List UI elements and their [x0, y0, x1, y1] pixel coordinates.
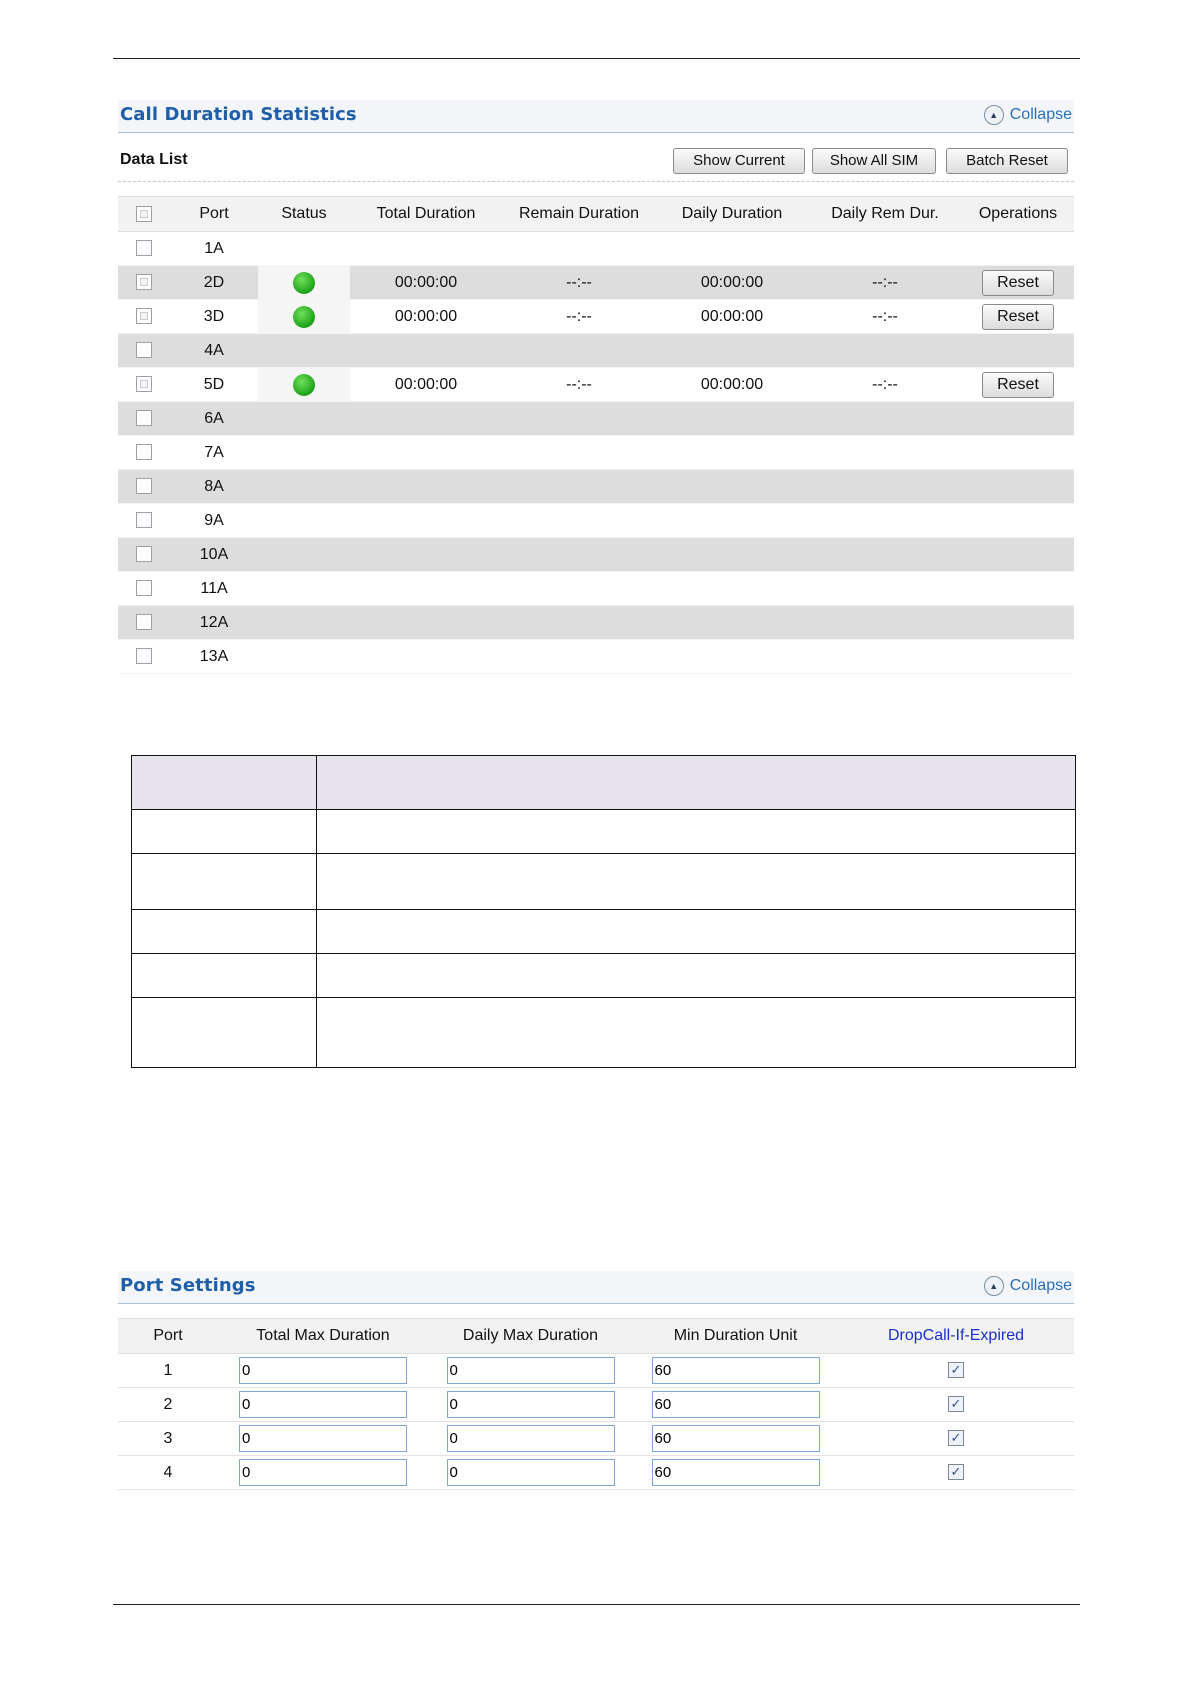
collapse-icon: ▲ — [984, 105, 1004, 125]
column-header: Operations — [962, 197, 1074, 232]
row-checkbox[interactable] — [136, 546, 152, 562]
total-duration-cell — [350, 640, 502, 674]
min-duration-unit-input[interactable] — [652, 1459, 820, 1486]
port-cell: 4 — [118, 1456, 218, 1490]
port-cell: 9A — [170, 504, 258, 538]
port-cell: 10A — [170, 538, 258, 572]
table-row — [118, 334, 1074, 368]
status-online-icon — [293, 272, 315, 294]
daily-duration-cell — [656, 402, 808, 436]
status-cell — [258, 606, 350, 640]
table-row — [118, 606, 1074, 640]
column-header: Daily Duration — [656, 197, 808, 232]
status-cell — [258, 402, 350, 436]
remain-duration-cell — [502, 572, 656, 606]
description-row — [132, 810, 1076, 854]
table-row — [118, 1456, 1074, 1490]
daily-rem-dur-cell: --:-- — [808, 300, 962, 334]
row-checkbox[interactable] — [136, 376, 152, 392]
table-row — [118, 436, 1074, 470]
port-cell: 13A — [170, 640, 258, 674]
operations-cell — [962, 300, 1074, 334]
status-online-icon — [293, 374, 315, 396]
collapse-toggle[interactable] — [984, 105, 1072, 125]
total-duration-cell — [350, 334, 502, 368]
row-checkbox[interactable] — [136, 512, 152, 528]
row-checkbox[interactable] — [136, 342, 152, 358]
total-duration-cell — [350, 402, 502, 436]
daily-rem-dur-cell — [808, 504, 962, 538]
data-list-title: Data List — [120, 151, 188, 168]
total-duration-cell — [350, 232, 502, 266]
port-cell: 3D — [170, 300, 258, 334]
batch-reset-button[interactable]: Batch Reset — [946, 148, 1068, 174]
show-all-sim-button[interactable]: Show All SIM — [812, 148, 936, 174]
port-cell: 4A — [170, 334, 258, 368]
operations-cell — [962, 572, 1074, 606]
daily-duration-cell: 00:00:00 — [656, 368, 808, 402]
table-row — [118, 232, 1074, 266]
port-cell: 12A — [170, 606, 258, 640]
remain-duration-cell — [502, 436, 656, 470]
daily-max-duration-input[interactable] — [447, 1391, 615, 1418]
daily-duration-cell — [656, 606, 808, 640]
column-header: Daily Max Duration — [428, 1319, 633, 1354]
operations-cell — [962, 470, 1074, 504]
table-row — [118, 266, 1074, 300]
bottom-rule — [113, 1604, 1080, 1605]
description-header-cell — [317, 756, 1076, 810]
remain-duration-cell: --:-- — [502, 300, 656, 334]
daily-duration-cell — [656, 504, 808, 538]
port-cell: 1 — [118, 1354, 218, 1388]
daily-rem-dur-cell — [808, 402, 962, 436]
remain-duration-cell — [502, 640, 656, 674]
row-checkbox[interactable] — [136, 240, 152, 256]
status-cell — [258, 504, 350, 538]
row-checkbox[interactable] — [136, 308, 152, 324]
table-row — [118, 1354, 1074, 1388]
collapse-icon: ▲ — [984, 1276, 1004, 1296]
daily-max-duration-input[interactable] — [447, 1459, 615, 1486]
remain-duration-cell: --:-- — [502, 266, 656, 300]
daily-rem-dur-cell — [808, 538, 962, 572]
row-checkbox[interactable] — [136, 648, 152, 664]
row-checkbox[interactable] — [136, 580, 152, 596]
operations-cell — [962, 640, 1074, 674]
daily-duration-cell: 00:00:00 — [656, 266, 808, 300]
status-cell — [258, 436, 350, 470]
port-cell: 5D — [170, 368, 258, 402]
remain-duration-cell — [502, 334, 656, 368]
status-online-icon — [293, 306, 315, 328]
total-duration-cell: 00:00:00 — [350, 300, 502, 334]
status-cell — [258, 368, 350, 402]
dropcall-header-link[interactable]: DropCall-If-Expired — [838, 1319, 1074, 1354]
operations-cell — [962, 606, 1074, 640]
daily-rem-dur-cell: --:-- — [808, 266, 962, 300]
remain-duration-cell — [502, 606, 656, 640]
daily-rem-dur-cell — [808, 640, 962, 674]
dropcall-checkbox[interactable]: ✓ — [948, 1396, 964, 1412]
table-row — [118, 640, 1074, 674]
port-cell: 7A — [170, 436, 258, 470]
daily-duration-cell — [656, 232, 808, 266]
daily-rem-dur-cell — [808, 334, 962, 368]
operations-cell — [962, 402, 1074, 436]
column-header: Status — [258, 197, 350, 232]
remain-duration-cell: --:-- — [502, 368, 656, 402]
total-duration-cell: 00:00:00 — [350, 368, 502, 402]
remain-duration-cell — [502, 504, 656, 538]
daily-rem-dur-cell — [808, 572, 962, 606]
reset-button[interactable]: Reset — [982, 372, 1054, 398]
dropcall-checkbox[interactable]: ✓ — [948, 1430, 964, 1446]
table-row — [118, 1388, 1074, 1422]
description-row — [132, 854, 1076, 910]
remain-duration-cell — [502, 402, 656, 436]
show-current-button[interactable]: Show Current — [673, 148, 805, 174]
port-settings-panel — [118, 1271, 1074, 1490]
daily-duration-cell — [656, 538, 808, 572]
call-duration-rows — [118, 232, 1074, 674]
data-list-toolbar — [118, 133, 1074, 182]
daily-rem-dur-cell — [808, 606, 962, 640]
table-header-row — [118, 197, 1074, 232]
row-checkbox[interactable] — [136, 274, 152, 290]
daily-max-duration-input[interactable] — [447, 1357, 615, 1384]
table-header-row — [118, 1319, 1074, 1354]
status-cell — [258, 572, 350, 606]
panel-header — [118, 1271, 1074, 1304]
daily-duration-cell: 00:00:00 — [656, 300, 808, 334]
total-max-duration-input[interactable] — [239, 1391, 407, 1418]
remain-duration-cell — [502, 232, 656, 266]
row-checkbox[interactable] — [136, 410, 152, 426]
collapse-label: Collapse — [1009, 106, 1072, 123]
total-duration-cell — [350, 572, 502, 606]
total-max-duration-input[interactable] — [239, 1357, 407, 1384]
table-row — [118, 402, 1074, 436]
table-row — [118, 470, 1074, 504]
operations-cell — [962, 266, 1074, 300]
panel-title: Call Duration Statistics — [120, 104, 357, 125]
select-all-checkbox[interactable] — [136, 206, 152, 222]
daily-rem-dur-cell — [808, 436, 962, 470]
port-cell: 11A — [170, 572, 258, 606]
daily-duration-cell — [656, 640, 808, 674]
daily-max-duration-input[interactable] — [447, 1425, 615, 1452]
min-duration-unit-input[interactable] — [652, 1357, 820, 1384]
collapse-label: Collapse — [1009, 1277, 1072, 1294]
port-settings-rows — [118, 1354, 1074, 1490]
table-row — [118, 504, 1074, 538]
operations-cell — [962, 436, 1074, 470]
total-duration-cell — [350, 504, 502, 538]
column-header: Remain Duration — [502, 197, 656, 232]
column-header: Daily Rem Dur. — [808, 197, 962, 232]
description-header-cell — [132, 756, 317, 810]
operations-cell — [962, 232, 1074, 266]
remain-duration-cell — [502, 538, 656, 572]
collapse-toggle[interactable] — [984, 1276, 1072, 1296]
total-max-duration-input[interactable] — [239, 1425, 407, 1452]
total-duration-cell — [350, 470, 502, 504]
column-header: Port — [118, 1319, 218, 1354]
port-cell: 3 — [118, 1422, 218, 1456]
description-table — [131, 755, 1076, 1068]
table-row — [118, 368, 1074, 402]
status-cell — [258, 470, 350, 504]
port-cell: 2D — [170, 266, 258, 300]
daily-rem-dur-cell: --:-- — [808, 368, 962, 402]
daily-duration-cell — [656, 572, 808, 606]
total-duration-cell — [350, 436, 502, 470]
min-duration-unit-input[interactable] — [652, 1425, 820, 1452]
table-row — [118, 300, 1074, 334]
daily-rem-dur-cell — [808, 470, 962, 504]
top-rule — [113, 58, 1080, 59]
port-cell: 2 — [118, 1388, 218, 1422]
total-duration-cell: 00:00:00 — [350, 266, 502, 300]
status-cell — [258, 538, 350, 572]
description-row — [132, 910, 1076, 954]
dropcall-checkbox[interactable]: ✓ — [948, 1362, 964, 1378]
total-duration-cell — [350, 538, 502, 572]
reset-button[interactable]: Reset — [982, 304, 1054, 330]
operations-cell — [962, 504, 1074, 538]
total-duration-cell — [350, 606, 502, 640]
table-row — [118, 572, 1074, 606]
status-cell — [258, 640, 350, 674]
reset-button[interactable]: Reset — [982, 270, 1054, 296]
operations-cell — [962, 538, 1074, 572]
port-cell: 6A — [170, 402, 258, 436]
status-cell — [258, 232, 350, 266]
port-settings-table — [118, 1318, 1074, 1490]
description-row — [132, 998, 1076, 1068]
description-header-row — [132, 756, 1076, 810]
row-checkbox[interactable] — [136, 614, 152, 630]
status-cell — [258, 300, 350, 334]
min-duration-unit-input[interactable] — [652, 1391, 820, 1418]
column-header: Total Duration — [350, 197, 502, 232]
remain-duration-cell — [502, 470, 656, 504]
call-duration-panel — [118, 100, 1074, 674]
daily-duration-cell — [656, 436, 808, 470]
description-row — [132, 954, 1076, 998]
status-cell — [258, 334, 350, 368]
column-header: Port — [170, 197, 258, 232]
operations-cell — [962, 334, 1074, 368]
column-header: Min Duration Unit — [633, 1319, 838, 1354]
call-duration-table — [118, 196, 1074, 674]
panel-title: Port Settings — [120, 1275, 256, 1296]
table-row — [118, 538, 1074, 572]
dropcall-checkbox[interactable]: ✓ — [948, 1464, 964, 1480]
column-header: Total Max Duration — [218, 1319, 428, 1354]
row-checkbox[interactable] — [136, 478, 152, 494]
status-cell — [258, 266, 350, 300]
daily-rem-dur-cell — [808, 232, 962, 266]
port-cell: 8A — [170, 470, 258, 504]
select-all-cell — [118, 197, 170, 232]
total-max-duration-input[interactable] — [239, 1459, 407, 1486]
table-row — [118, 1422, 1074, 1456]
daily-duration-cell — [656, 470, 808, 504]
row-checkbox[interactable] — [136, 444, 152, 460]
port-cell: 1A — [170, 232, 258, 266]
panel-header — [118, 100, 1074, 133]
daily-duration-cell — [656, 334, 808, 368]
operations-cell — [962, 368, 1074, 402]
